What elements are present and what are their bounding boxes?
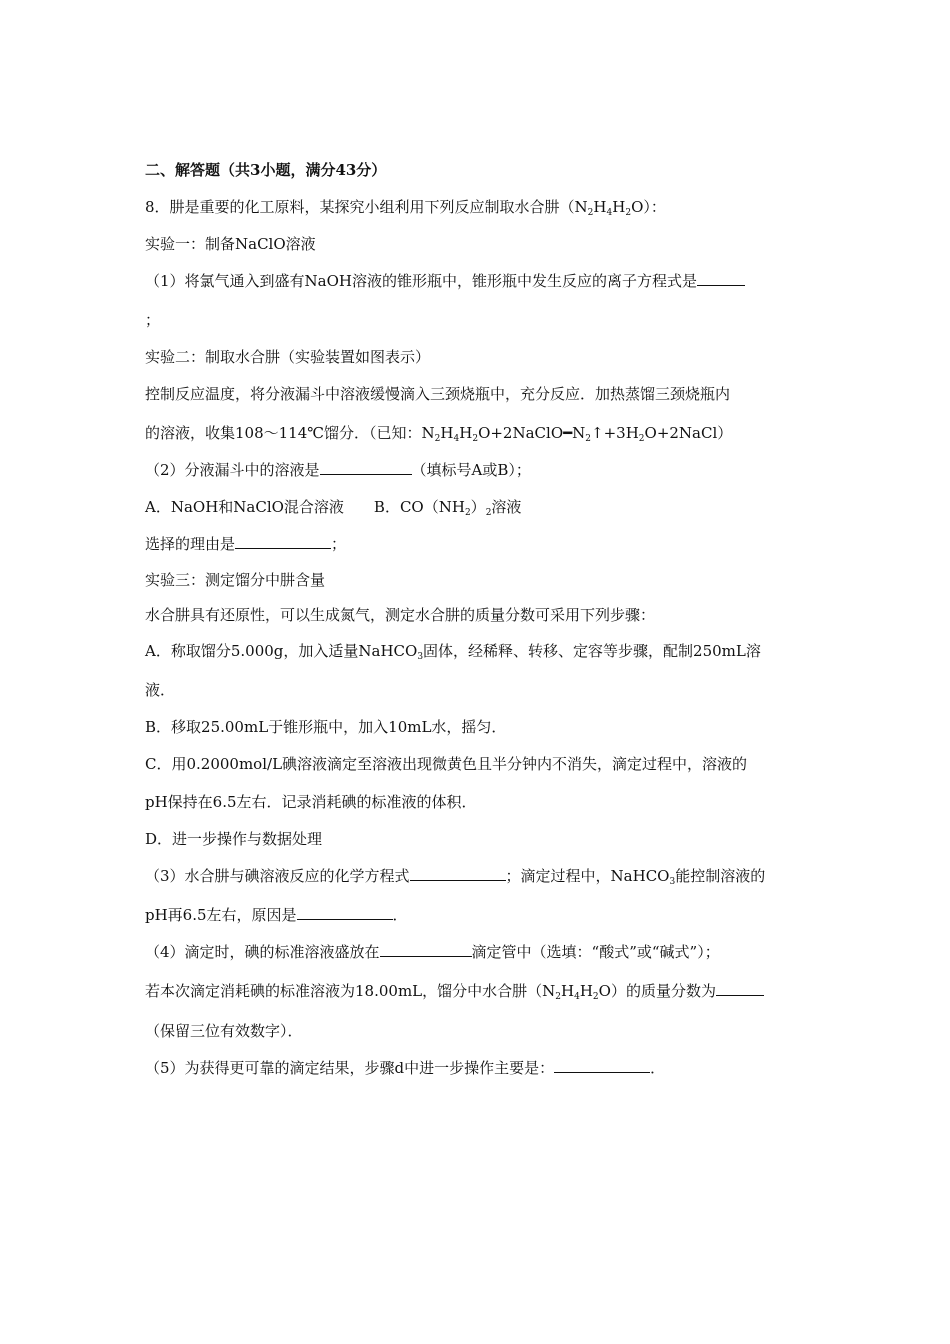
step-a: A．称取馏分5.000g，加入适量NaHCO$_3$固体，经稀释、转移、定容等步骤，配制250mL溶: [145, 642, 761, 662]
experiment-2-text-1: 控制反应温度，将分液漏斗中溶液缓慢滴入三颈烧瓶中，充分反应．加热蒸馏三颈烧瓶内: [145, 385, 731, 403]
answer-blank[interactable]: [320, 460, 412, 475]
step-a-cont: 液．: [145, 681, 176, 699]
answer-blank[interactable]: [297, 905, 393, 920]
part-3: （3）水合肼与碘溶液反应的化学方程式 ；滴定过程中，NaHCO$_3$能控制溶液的: [145, 867, 766, 887]
answer-blank[interactable]: [716, 981, 764, 996]
step-c: C．用0.2000mol/L碘溶液滴定至溶液出现微黄色且半分钟内不消失，滴定过程中，溶液的: [145, 755, 748, 773]
question-8-intro: 8．肼是重要的化工原料，某探究小组利用下列反应制取水合肼$(N_2H_4H_2O)$：: [145, 198, 666, 218]
answer-blank[interactable]: [410, 866, 506, 881]
answer-blank[interactable]: [697, 271, 745, 286]
experiment-1-title: 实验一：制备NaClO溶液: [145, 235, 316, 253]
part-4-note: （保留三位有效数字）．: [145, 1022, 303, 1040]
reason-line: 选择的理由是 ；: [145, 535, 347, 553]
part-1: （1）将氯气通入到盛有NaOH溶液的锥形瓶中，锥形瓶中发生反应的离子方程式是: [145, 271, 745, 291]
step-d: D．进一步操作与数据处理: [145, 830, 323, 848]
part-1-end: ；: [145, 311, 161, 329]
part-4-cont: 若本次滴定消耗碘的标准溶液为18.00mL，馏分中水合肼$(N_2H_4H_2O)$的质量分数为: [145, 981, 764, 1001]
part-4: （4）滴定时，碘的标准溶液盛放在 滴定管中（选填：“酸式”或“碱式”）；: [145, 943, 720, 961]
experiment-3-intro: 水合肼具有还原性，可以生成氮气，测定水合肼的质量分数可采用下列步骤：: [145, 606, 656, 624]
part-2: （2）分液漏斗中的溶液是 （填标号A或B）；: [145, 461, 531, 479]
part-5: （5）为获得更可靠的滴定结果，步骤d中进一步操作主要是： ．: [145, 1059, 666, 1077]
answer-blank[interactable]: [235, 534, 331, 549]
experiment-3-title: 实验三：测定馏分中肼含量: [145, 571, 326, 589]
answer-blank[interactable]: [380, 942, 472, 957]
part-3-cont: pH再6.5左右，原因是 ．: [145, 906, 408, 924]
answer-blank[interactable]: [554, 1058, 650, 1073]
experiment-2-text-2: 的溶液，收集108～114℃馏分．（已知：$N_2H_4H_2O+2NaClO━N_2↑+3H_2O+2NaCl$）: [145, 424, 733, 444]
step-b: B．移取25.00mL于锥形瓶中，加入10mL水，摇匀．: [145, 718, 507, 736]
step-c-cont: pH保持在6.5左右．记录消耗碘的标准液的体积．: [145, 793, 477, 811]
options: A．NaOH和NaClO混合溶液 B．$CO(NH_2)_2$溶液: [145, 498, 522, 518]
experiment-2-title: 实验二：制取水合肼（实验装置如图表示）: [145, 348, 431, 366]
section-title: 二、解答题（共3小题，满分43分）: [145, 161, 387, 179]
